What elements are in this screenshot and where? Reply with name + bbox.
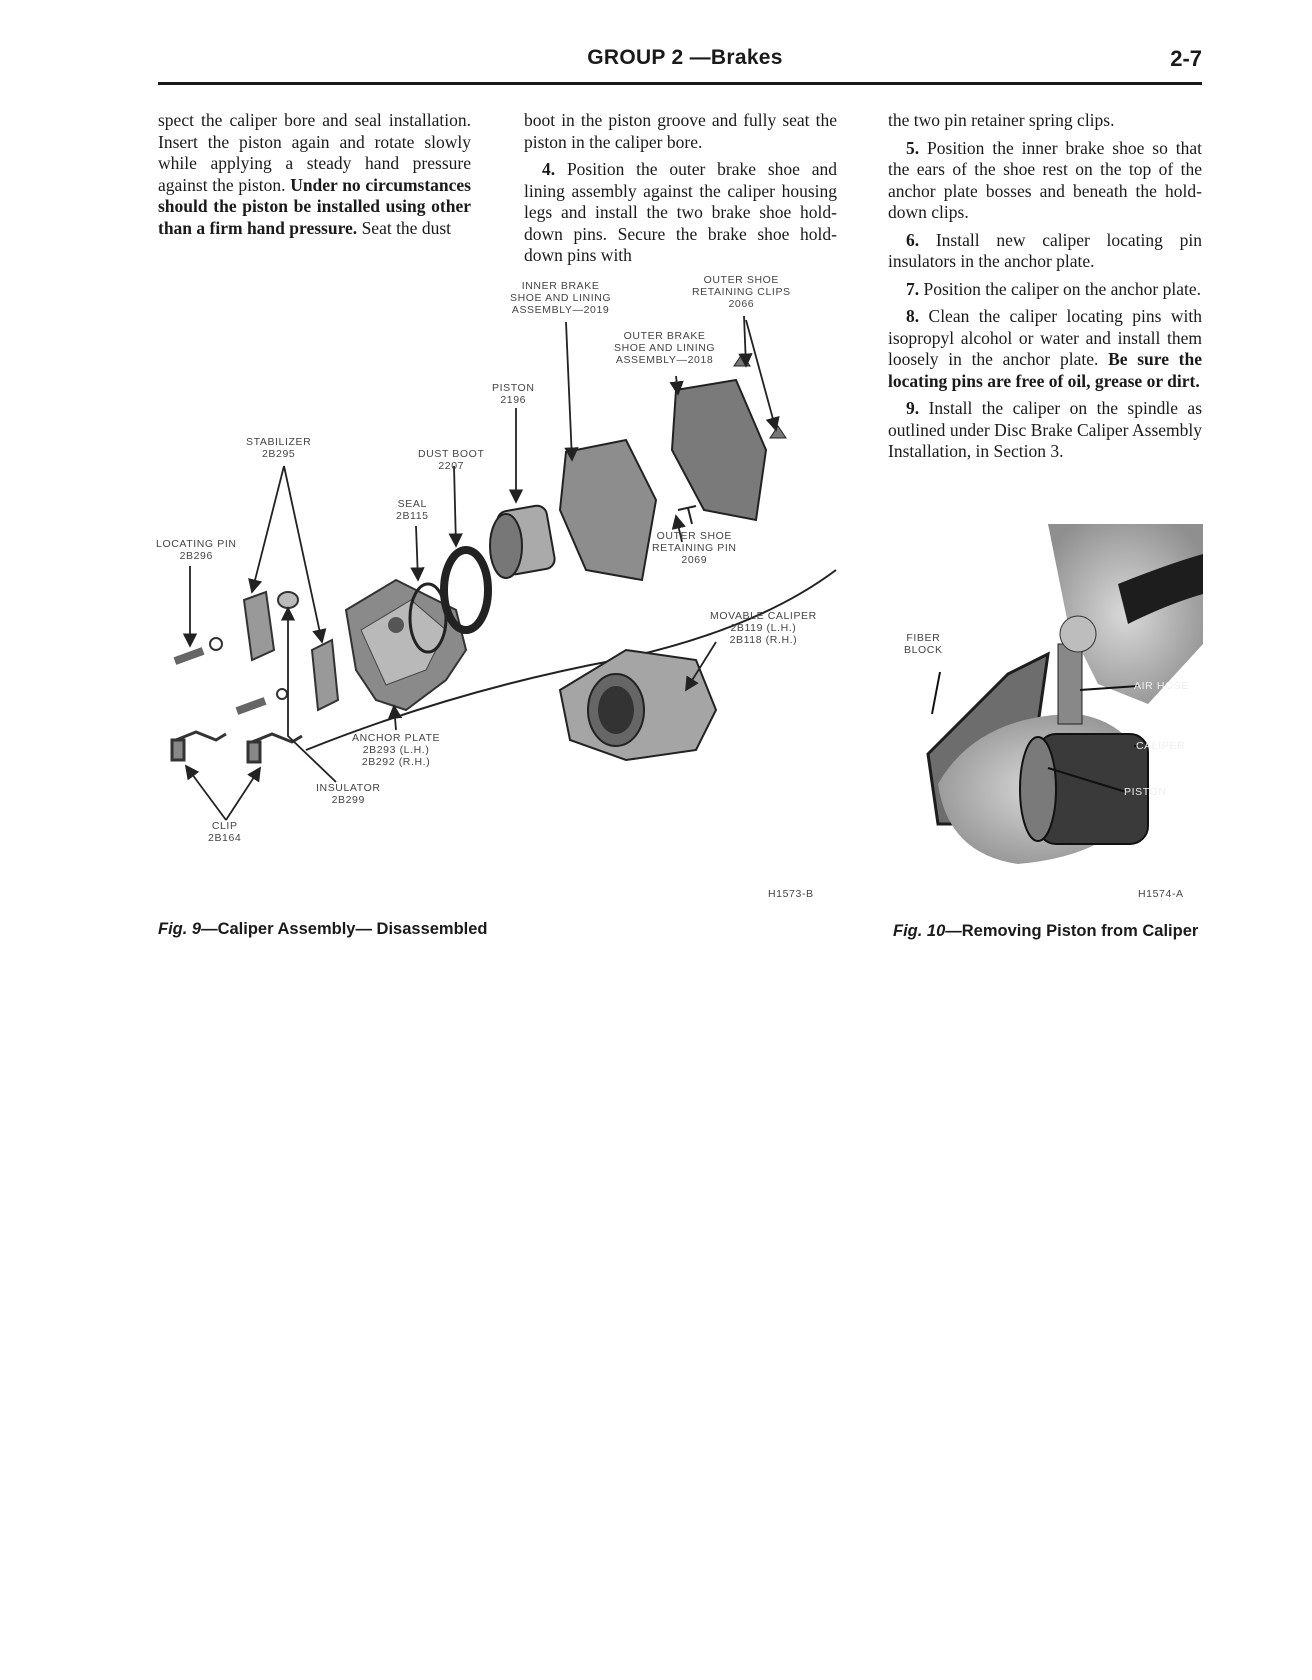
piston-shape bbox=[1020, 737, 1056, 841]
figure-10-photo bbox=[898, 524, 1203, 906]
figure-9-caliper-exploded-diagram bbox=[156, 270, 846, 906]
label-piston: PISTON bbox=[1124, 786, 1167, 798]
paragraph: spect the caliper bore and seal installation. Insert the piston again and rotate slowly while applying a steady hand pressure against the piston. Under no circumstances should the piston be installed using other than a firm hand pressure. Seat the dust bbox=[158, 110, 471, 238]
step-4: 4. Position the outer brake shoe and lining assembly against the caliper housing legs and install the two brake shoe hold-down pins. Secure the brake shoe hold-down pins with bbox=[524, 159, 837, 265]
text-column-3 bbox=[888, 110, 1202, 469]
step-6: 6. Install new caliper locating pin insulators in the anchor plate. bbox=[888, 229, 1202, 271]
inner-shoe-part bbox=[560, 440, 656, 580]
warning-text: Under no circumstances should the piston be installed using other than a firm hand pressure. bbox=[158, 174, 471, 238]
text-column-2 bbox=[524, 110, 837, 273]
label-locating-pin: LOCATING PIN 2B296 bbox=[156, 538, 237, 562]
clip-part bbox=[172, 732, 302, 762]
label-insulator: INSULATOR 2B299 bbox=[316, 782, 381, 806]
retaining-clip-part bbox=[734, 354, 750, 366]
header-rule bbox=[158, 82, 1202, 85]
text-column-1 bbox=[158, 110, 471, 245]
stabilizer-part bbox=[244, 592, 338, 710]
label-stabilizer: STABILIZER 2B295 bbox=[246, 436, 312, 460]
step-7: 7. Position the caliper on the anchor plate. bbox=[906, 278, 1201, 299]
figure-code: H1573-B bbox=[768, 888, 814, 900]
label-caliper: CALIPER bbox=[1136, 740, 1186, 752]
exploded-view-drawing bbox=[156, 270, 846, 906]
figure-code: H1574-A bbox=[1138, 888, 1184, 900]
label-outer-brake-shoe: OUTER BRAKE SHOE AND LINING ASSEMBLY—2018 bbox=[614, 330, 716, 366]
label-piston: PISTON 2196 bbox=[492, 382, 535, 406]
insulator-part bbox=[278, 592, 298, 608]
page-header-title: GROUP 2 —Brakes bbox=[587, 46, 783, 69]
label-inner-brake-shoe: INNER BRAKE SHOE AND LINING ASSEMBLY—2019 bbox=[510, 280, 612, 316]
retaining-pin-part bbox=[678, 506, 696, 524]
piston-part bbox=[490, 504, 556, 578]
figure-9-caption: Fig. 9—Caliper Assembly— Disassembled bbox=[158, 920, 488, 938]
retaining-clip-part bbox=[770, 426, 786, 438]
label-anchor-plate: ANCHOR PLATE 2B293 (L.H.) 2B292 (R.H.) bbox=[352, 732, 441, 768]
paragraph: the two pin retainer spring clips. bbox=[888, 110, 1115, 130]
label-seal: SEAL 2B115 bbox=[396, 498, 429, 522]
label-outer-shoe-retaining-pin: OUTER SHOE RETAINING PIN 2069 bbox=[652, 530, 737, 566]
label-fiber-block: FIBER BLOCK bbox=[904, 632, 943, 656]
air-nozzle-shape bbox=[1058, 644, 1082, 724]
photo-removing-piston bbox=[898, 524, 1203, 884]
dust-boot-part bbox=[444, 550, 488, 630]
label-dust-boot: DUST BOOT 2207 bbox=[418, 448, 485, 472]
page-number: 2-7 bbox=[1170, 46, 1202, 71]
label-outer-shoe-retaining-clips: OUTER SHOE RETAINING CLIPS 2066 bbox=[692, 274, 791, 310]
label-movable-caliper: MOVABLE CALIPER 2B119 (L.H.) 2B118 (R.H.) bbox=[710, 610, 817, 646]
figure-10-caption: Fig. 10—Removing Piston from Caliper bbox=[893, 922, 1199, 940]
paragraph: boot in the piston groove and fully seat the piston in the caliper bore. bbox=[524, 110, 837, 152]
step-8: 8. Clean the caliper locating pins with isopropyl alcohol or water and install them loosely in the anchor plate. Be sure the locating pins are free of oil, grease or dirt. bbox=[888, 306, 1202, 391]
outer-shoe-part bbox=[672, 380, 766, 520]
label-air-hose: AIR HOSE bbox=[1134, 680, 1189, 692]
step-5: 5. Position the inner brake shoe so that the ears of the shoe rest on the top of the anchor plate bosses and beneath the hold-down clips. bbox=[888, 137, 1202, 222]
step-9: 9. Install the caliper on the spindle as outlined under Disc Brake Caliper Assembly Installation, in Section 3. bbox=[888, 398, 1202, 461]
label-clip: CLIP 2B164 bbox=[208, 820, 242, 844]
